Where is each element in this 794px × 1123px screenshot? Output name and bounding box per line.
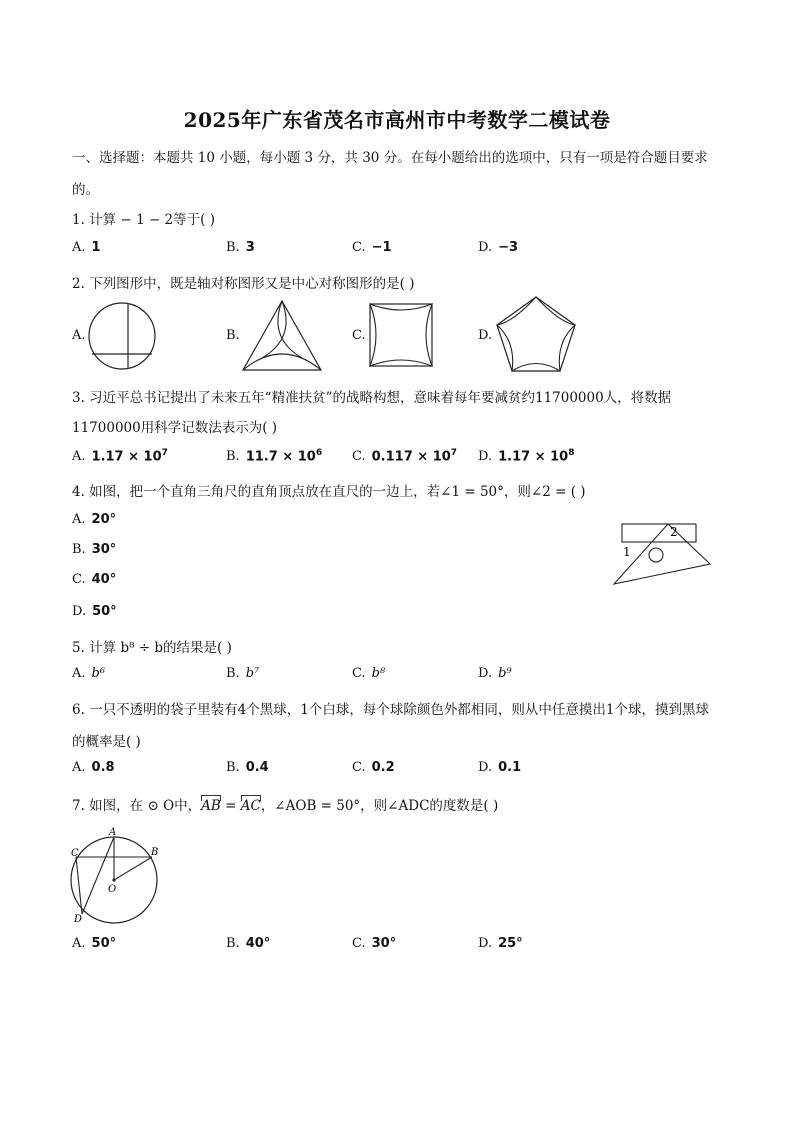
q7-point-c: C bbox=[71, 848, 79, 859]
q4-angle-1-label: 1 bbox=[623, 545, 631, 559]
question-7-stem: 7. 如图，在 ⊙ O中，AB = AC，∠AOB = 50°，则∠ADC的度数是( ) bbox=[72, 798, 499, 814]
q7-point-b: B bbox=[151, 847, 159, 858]
q7-point-d: D bbox=[74, 914, 83, 924]
q6-option-a[interactable]: A. 0.8 bbox=[72, 760, 115, 775]
q1-option-c[interactable]: C. −1 bbox=[352, 240, 392, 255]
question-3-stem-line2: 11700000用科学记数法表示为( ) bbox=[72, 420, 278, 436]
q4-option-b[interactable]: B. 30° bbox=[72, 542, 117, 557]
question-6-stem-line1: 6. 一只不透明的袋子里装有4个黑球，1个白球，每个球除颜色外都相同，则从中任意摸出1个球，摸到黑球 bbox=[72, 702, 709, 718]
question-2-stem: 2. 下列图形中，既是轴对称图形又是中心对称图形的是( ) bbox=[72, 276, 415, 292]
q1-option-a[interactable]: A. 1 bbox=[72, 240, 101, 255]
q2-figure-b bbox=[240, 298, 324, 374]
arc-ac: AC bbox=[240, 798, 261, 814]
q4-option-d[interactable]: D. 50° bbox=[72, 604, 117, 619]
q4-option-a[interactable]: A. 20° bbox=[72, 512, 117, 527]
question-4-stem: 4. 如图，把一个直角三角尺的直角顶点放在直尺的一边上，若∠1 = 50°，则∠2 = ( ) bbox=[72, 484, 586, 500]
q7-option-b[interactable]: B. 40° bbox=[226, 936, 271, 951]
q1-option-b[interactable]: B. 3 bbox=[226, 240, 255, 255]
q2-option-c-label[interactable]: C. bbox=[352, 328, 366, 343]
question-6-stem-line2: 的概率是( ) bbox=[72, 734, 141, 750]
q6-option-b[interactable]: B. 0.4 bbox=[226, 760, 269, 775]
q5-option-d[interactable]: D. b⁹ bbox=[478, 666, 512, 681]
question-5-stem: 5. 计算 b⁸ ÷ b的结果是( ) bbox=[72, 640, 232, 656]
q7-point-a: A bbox=[109, 827, 117, 838]
q2-option-d-label[interactable]: D. bbox=[478, 328, 493, 343]
q4-ruler-triangle-figure bbox=[610, 518, 714, 588]
q3-option-b[interactable]: B. $11.7 \times 10^6$ bbox=[226, 448, 323, 465]
q2-figure-a bbox=[86, 300, 158, 372]
section-instruction-line2: 的。 bbox=[72, 182, 99, 198]
section-instruction-line1: 一、选择题：本题共 10 小题，每小题 3 分，共 30 分。在每小题给出的选项中，只有一项是符合题目要求 bbox=[72, 150, 708, 166]
page-title: 2025年广东省茂名市高州市中考数学二模试卷 bbox=[183, 108, 611, 132]
q6-option-d[interactable]: D. 0.1 bbox=[478, 760, 522, 775]
q3-option-a[interactable]: A. $1.17 \times 10^7$ bbox=[72, 448, 168, 465]
question-1-stem: 1. 计算 − 1 − 2等于( ) bbox=[72, 212, 215, 228]
q3-option-d[interactable]: D. $1.17 \times 10^8$ bbox=[478, 448, 575, 465]
q4-option-c[interactable]: C. 40° bbox=[72, 572, 117, 587]
q7-option-d[interactable]: D. 25° bbox=[478, 936, 523, 951]
q5-option-a[interactable]: A. b⁶ bbox=[72, 666, 106, 681]
q6-option-c[interactable]: C. 0.2 bbox=[352, 760, 395, 775]
q2-figure-c bbox=[368, 302, 434, 368]
q2-option-a-label[interactable]: A. bbox=[72, 328, 86, 343]
q1-option-d[interactable]: D. −3 bbox=[478, 240, 519, 255]
q7-point-o: O bbox=[108, 884, 117, 895]
q7-option-a[interactable]: A. 50° bbox=[72, 936, 117, 951]
q7-circle-figure bbox=[66, 824, 166, 924]
question-3-stem-line1: 3. 习近平总书记提出了未来五年“精准扶贫”的战略构想，意味着每年要减贫约11700000人，将数据 bbox=[72, 390, 672, 406]
q5-option-b[interactable]: B. b⁷ bbox=[226, 666, 260, 681]
q2-option-b-label[interactable]: B. bbox=[226, 328, 240, 343]
arc-ab: AB bbox=[201, 798, 221, 814]
q4-angle-2-label: 2 bbox=[670, 525, 678, 539]
q3-option-c[interactable]: C. $0.117 \times 10^7$ bbox=[352, 448, 458, 465]
q5-option-c[interactable]: C. b⁸ bbox=[352, 666, 386, 681]
q2-figure-d bbox=[494, 294, 578, 376]
q7-option-c[interactable]: C. 30° bbox=[352, 936, 397, 951]
